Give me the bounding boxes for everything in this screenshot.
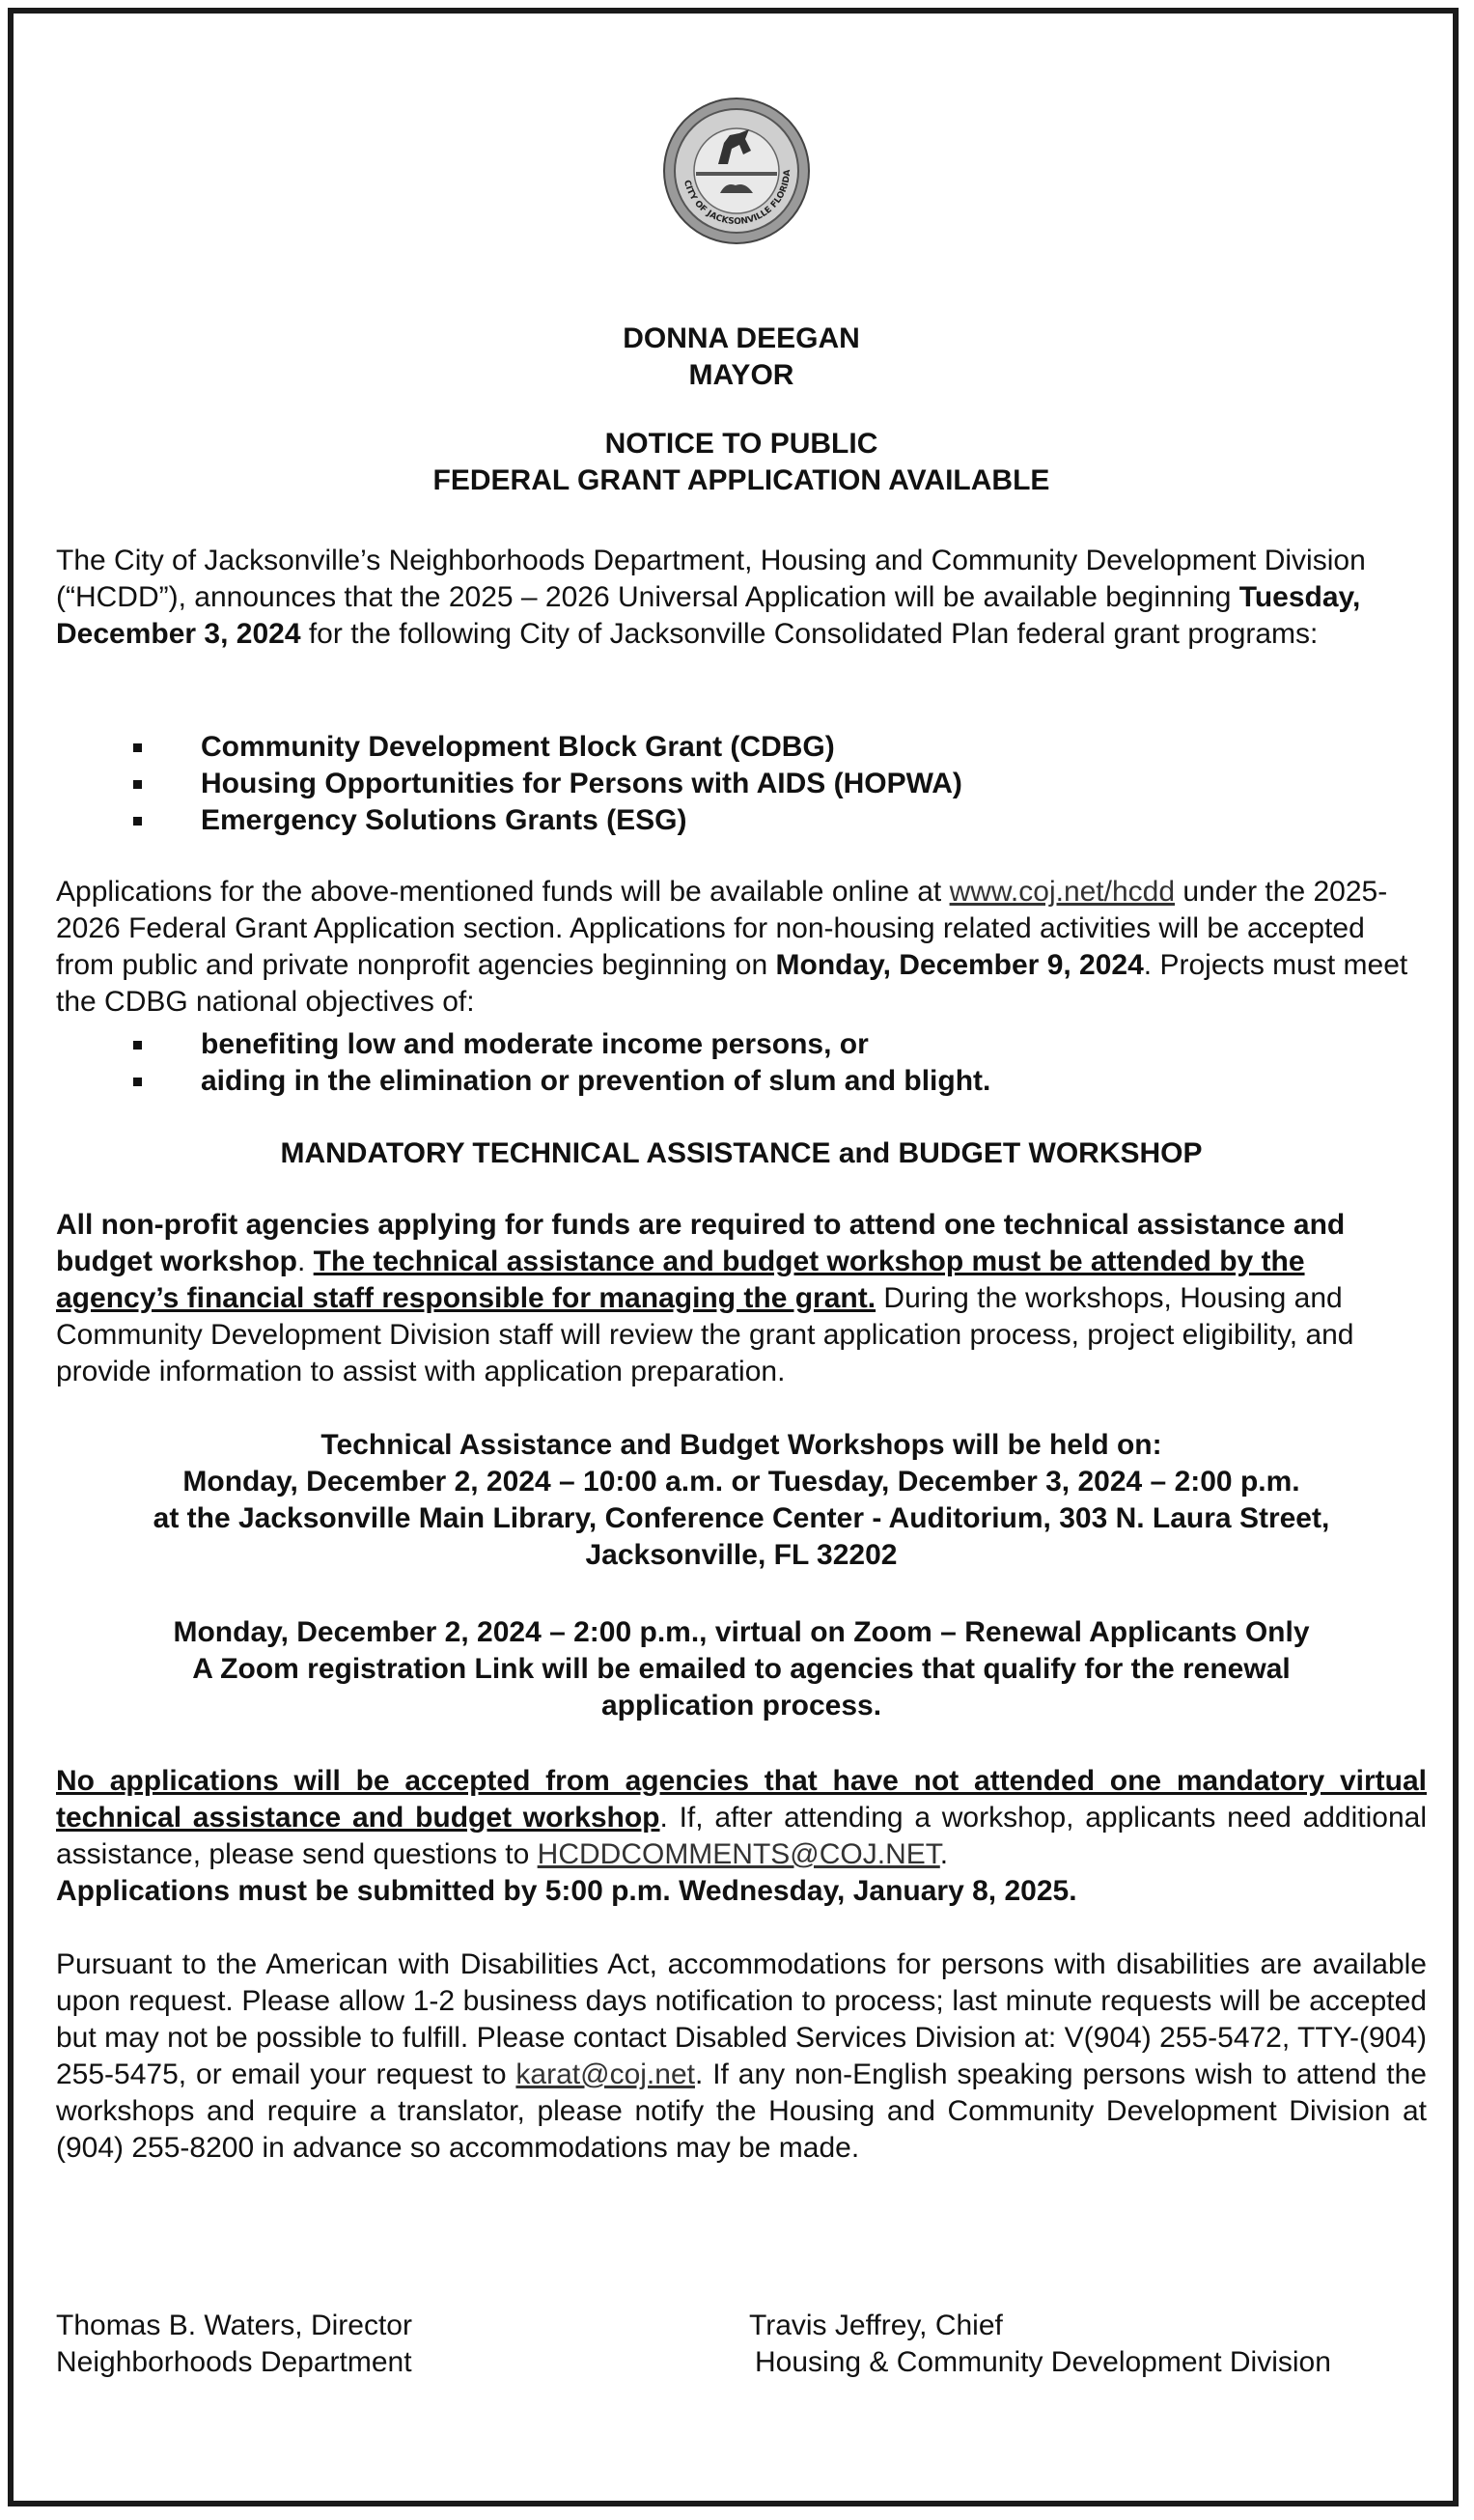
availability-text-mid: under the 2025-2026 Federal Grant Application section. Applications for non-housing related activities will be accepted from public and private nonprofit agencies beginning on: [56, 876, 1388, 981]
workshop-description: During the workshops, Housing and Community Development Division staff will review the grant application process, project eligibility, and provide information to assist with application preparation.: [56, 1282, 1354, 1387]
list-item: Housing Opportunities for Persons with AIDS (HOPWA): [56, 766, 1427, 802]
hcdd-email-link[interactable]: HCDDCOMMENTS@COJ.NET: [537, 1838, 940, 1870]
requirement-notice: No applications will be accepted from agencies that have not attended one mandatory virtual technical assistance and budget workshop: [56, 1765, 1427, 1834]
signer-dept-left: Neighborhoods Department: [56, 2346, 412, 2378]
svg-text:CITY OF JACKSONVILLE FLORIDA: CITY OF JACKSONVILLE FLORIDA: [681, 169, 793, 228]
mayor-block: [56, 321, 1427, 394]
workshop-staff-requirement: The technical assistance and budget workshop must be attended by the agency’s financial staff responsible for managing the grant.: [56, 1246, 1305, 1314]
bullet-icon: [133, 1078, 142, 1086]
notice-line-2: FEDERAL GRANT APPLICATION AVAILABLE: [432, 464, 1050, 496]
mayor-name: DONNA DEEGAN: [623, 322, 860, 354]
schedule-line-2: Monday, December 2, 2024 – 10:00 a.m. or Tuesday, December 3, 2024 – 2:00 p.m.: [182, 1466, 1300, 1498]
workshop-requirement: All non-profit agencies applying for funds are required to attend one technical assistance and budget workshop: [56, 1209, 1346, 1277]
availability-date: Monday, December 9, 2024: [775, 949, 1144, 981]
signer-name-left: Thomas B. Waters, Director: [56, 2310, 412, 2341]
virtual-line-1: Monday, December 2, 2024 – 2:00 p.m., virtual on Zoom – Renewal Applicants Only: [173, 1616, 1310, 1648]
ada-text-end: . If any non-English speaking persons wish to attend the workshops and require a translator, please notify the Housing and Community Development Division at (904) 255-8200 in advance so accommodations may be made.: [56, 2058, 1427, 2164]
list-item: Community Development Block Grant (CDBG): [56, 729, 1427, 766]
list-item: Emergency Solutions Grants (ESG): [56, 802, 1427, 839]
ada-paragraph: [56, 1946, 1427, 2167]
schedule-line-4: Jacksonville, FL 32202: [585, 1539, 898, 1571]
list-item: benefiting low and moderate income persons, or: [56, 1026, 1427, 1063]
submission-deadline: Applications must be submitted by 5:00 p.m. Wednesday, January 8, 2025.: [56, 1875, 1077, 1907]
bullet-icon: [133, 743, 142, 752]
availability-text-end: . Projects must meet the CDBG national objectives of:: [56, 949, 1408, 1018]
objectives-list: [56, 1026, 1427, 1100]
schedule-line-1: Technical Assistance and Budget Workshops will be held on:: [320, 1429, 1162, 1461]
signer-dept-right: Housing & Community Development Division: [755, 2346, 1331, 2378]
intro-paragraph: [56, 543, 1427, 653]
intro-date: Tuesday, December 3, 2024: [56, 581, 1361, 650]
workshop-heading: MANDATORY TECHNICAL ASSISTANCE and BUDGET WORKSHOP: [280, 1137, 1203, 1169]
hcdd-link[interactable]: www.coj.net/hcdd: [949, 876, 1176, 908]
virtual-line-3: application process.: [600, 1690, 882, 1722]
signer-name-right: Travis Jeffrey, Chief: [749, 2310, 1003, 2341]
signature-right: [749, 2308, 1331, 2381]
ada-email-link[interactable]: karat@coj.net: [515, 2058, 695, 2090]
city-seal-icon: [662, 97, 811, 245]
virtual-block: [56, 1614, 1427, 1724]
notice-line-1: NOTICE TO PUBLIC: [604, 428, 878, 460]
list-item: aiding in the elimination or prevention of slum and blight.: [56, 1063, 1427, 1100]
bullet-icon: [133, 1041, 142, 1050]
signature-left: [56, 2308, 412, 2381]
virtual-line-2: A Zoom registration Link will be emailed to agencies that qualify for the renewal: [192, 1653, 1291, 1685]
intro-text-end: for the following City of Jacksonville Consolidated Plan federal grant programs:: [300, 618, 1319, 650]
mayor-title: MAYOR: [688, 359, 794, 391]
schedule-line-3: at the Jacksonville Main Library, Conference Center - Auditorium, 303 N. Laura Street,: [153, 1502, 1330, 1534]
intro-text: The City of Jacksonville’s Neighborhoods Department, Housing and Community Development Division (“HCDD”), announces that the 2025 – 2026 Universal Application will be available beginning: [56, 545, 1366, 613]
bullet-icon: [133, 817, 142, 826]
program-list: [56, 729, 1427, 839]
bullet-icon: [133, 780, 142, 789]
availability-paragraph: [56, 874, 1427, 1021]
schedule-block: [56, 1427, 1427, 1574]
notice-title: [56, 426, 1427, 499]
ada-text: Pursuant to the American with Disabilities Act, accommodations for persons with disabilities are available upon request. Please allow 1-2 business days notification to process; last minute requests will be accepted but may not be possible to fulfill. Please contact Disabled Services Division at: V(904) 255-5472, TTY-(904) 255-5475, or email your request to: [56, 1948, 1427, 2090]
requirement-paragraph: No applications will be accepted from agencies that have not attended one mandatory virtual technical assistance and budget workshop. If, after attending a workshop, applicants need additional assistance, please send questions to HCDDCOMMENTS@COJ.NET. Applications must be submitted by 5:00 p.m. Wednesday, January 8, 2025.: [56, 1765, 1428, 1907]
requirement-text: . If, after attending a workshop, applicants need additional assistance, please send questions to: [56, 1802, 1428, 1870]
availability-text: Applications for the above-mentioned funds will be available online at: [56, 876, 950, 908]
workshop-paragraph: All non-profit agencies applying for funds are required to attend one technical assistance and budget workshop. The technical assistance and budget workshop must be attended by the agency’s financial staff responsible for managing the grant. During the workshops, Housing and Community Development Division staff will review the grant application process, project eligibility, and provide information to assist with application preparation.: [56, 1209, 1354, 1387]
